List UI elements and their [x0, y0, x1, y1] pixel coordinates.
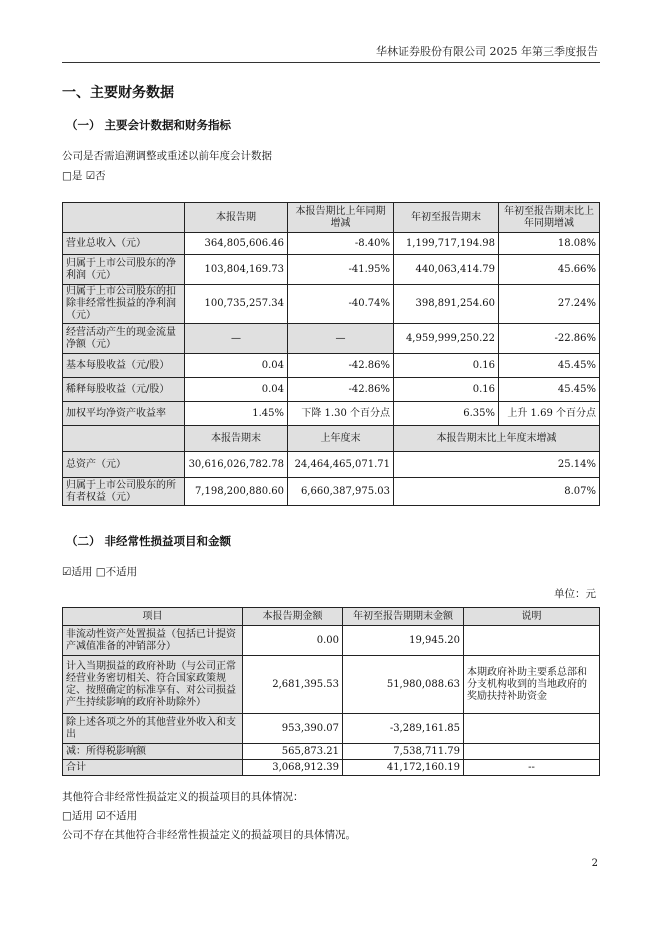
row-label: 归属于上市公司股东的所有者权益（元）	[63, 478, 185, 506]
retroactive-question: 公司是否需追溯调整或重述以前年度会计数据	[62, 150, 272, 162]
table-cell: 103,804,169.73	[185, 255, 288, 285]
table-header-row	[63, 426, 600, 452]
col-header: 年初至报告期期末金额	[343, 608, 464, 626]
table-row	[63, 760, 600, 776]
table-row	[63, 233, 600, 255]
table-row	[63, 744, 600, 760]
table-cell: 下降 1.30 个百分点	[288, 402, 394, 426]
applicable-status: ☑适用 □不适用	[62, 566, 138, 578]
table-row	[63, 402, 600, 426]
page-number: 2	[591, 858, 598, 869]
table-cell: -42.86%	[288, 354, 394, 378]
table-cell	[464, 714, 600, 744]
table-cell: 本期政府补助主要系总部和分支机构收到的当地政府的奖励扶持补助资金	[464, 656, 600, 714]
table-cell: 0.16	[394, 354, 499, 378]
table-cell: -3,289,161.85	[343, 714, 464, 744]
row-label: 经营活动产生的现金流量净额（元）	[63, 324, 185, 354]
table-cell: 0.04	[185, 378, 288, 402]
row-label: 营业总收入（元）	[63, 233, 185, 255]
row-label: 非流动性资产处置损益（包括已计提资产减值准备的冲销部分）	[63, 626, 243, 656]
table-cell: 1.45%	[185, 402, 288, 426]
row-label: 归属于上市公司股东的净利润（元）	[63, 255, 185, 285]
table-row	[63, 626, 600, 656]
col-header: 上年度末	[288, 426, 394, 452]
col-header: 本报告期末	[185, 426, 288, 452]
table-cell: 953,390.07	[243, 714, 343, 744]
table-cell: 7,198,200,880.60	[185, 478, 288, 506]
row-label: 总资产（元）	[63, 452, 185, 478]
table-cell: 364,805,606.46	[185, 233, 288, 255]
table-cell: 440,063,414.79	[394, 255, 499, 285]
table-cell: 24,464,465,071.71	[288, 452, 394, 478]
col-header: 说明	[464, 608, 600, 626]
table-row	[63, 452, 600, 478]
row-label: 稀释每股收益（元/股）	[63, 378, 185, 402]
table-cell: 2,681,395.53	[243, 656, 343, 714]
subsection-title-2: （二） 非经常性损益项目和金额	[66, 534, 232, 548]
col-header: 本报告期金额	[243, 608, 343, 626]
unit-label: 单位：元	[554, 588, 596, 600]
col-header: 年初至报告期末	[394, 203, 499, 233]
col-header: 本报告期比上年同期增减	[288, 203, 394, 233]
table-cell: -22.86%	[499, 324, 600, 354]
table-cell: 4,959,999,250.22	[394, 324, 499, 354]
section-title: 一、主要财务数据	[62, 85, 174, 101]
table-cell: -8.40%	[288, 233, 394, 255]
col-header: 年初至报告期末比上年同期增减	[499, 203, 600, 233]
table-cell: 45.45%	[499, 378, 600, 402]
col-header: 本报告期	[185, 203, 288, 233]
table-cell: 51,980,088.63	[343, 656, 464, 714]
row-label: 减：所得税影响额	[63, 744, 243, 760]
table-cell: 8.07%	[394, 478, 600, 506]
row-label: 归属于上市公司股东的扣除非经常性损益的净利润（元）	[63, 285, 185, 324]
table-row	[63, 478, 600, 506]
table-row	[63, 255, 600, 285]
retroactive-answer: □是 ☑否	[62, 170, 106, 182]
table-cell: —	[185, 324, 288, 354]
financial-data-table	[62, 202, 600, 506]
table-cell: 398,891,254.60	[394, 285, 499, 324]
table-cell: 上升 1.69 个百分点	[499, 402, 600, 426]
table-cell: 45.66%	[499, 255, 600, 285]
row-label: 合计	[63, 760, 243, 776]
other-items-statement: 公司不存在其他符合非经常性损益定义的损益项目的具体情况。	[62, 829, 356, 841]
col-header: 本报告期末比上年度末增减	[394, 426, 600, 452]
table-cell: 18.08%	[499, 233, 600, 255]
table-row	[63, 714, 600, 744]
table-cell: 7,538,711.79	[343, 744, 464, 760]
table-cell: --	[464, 760, 600, 776]
report-header-title: 华林证券股份有限公司 2025 年第三季度报告	[376, 45, 598, 58]
table-cell: -40.74%	[288, 285, 394, 324]
table-cell: 25.14%	[394, 452, 600, 478]
table-cell: 6.35%	[394, 402, 499, 426]
table-cell	[464, 626, 600, 656]
other-items-note: 其他符合非经常性损益定义的损益项目的具体情况：	[62, 791, 304, 803]
row-label: 基本每股收益（元/股）	[63, 354, 185, 378]
subsection-title-1: （一） 主要会计数据和财务指标	[66, 118, 232, 132]
table-cell: -42.86%	[288, 378, 394, 402]
table-cell: -41.95%	[288, 255, 394, 285]
other-items-applicable: □适用 ☑不适用	[62, 810, 138, 822]
table-header-row	[63, 203, 600, 233]
table-row	[63, 378, 600, 402]
row-label: 计入当期损益的政府补助（与公司正常经营业务密切相关、符合国家政策规定、按照确定的标准享有、对公司损益产生持续影响的政府补助除外）	[63, 656, 243, 714]
table-cell: 30,616,026,782.78	[185, 452, 288, 478]
table-cell	[464, 744, 600, 760]
table-cell: 3,068,912.39	[243, 760, 343, 776]
header-divider	[62, 62, 600, 63]
table-row	[63, 324, 600, 354]
non-recurring-table	[62, 607, 600, 776]
table-cell: —	[288, 324, 394, 354]
table-cell: 565,873.21	[243, 744, 343, 760]
table-cell: 1,199,717,194.98	[394, 233, 499, 255]
table-cell: 0.00	[243, 626, 343, 656]
row-label: 除上述各项之外的其他营业外收入和支出	[63, 714, 243, 744]
table-cell: 0.04	[185, 354, 288, 378]
table-cell: 45.45%	[499, 354, 600, 378]
table-row	[63, 354, 600, 378]
table-cell: 27.24%	[499, 285, 600, 324]
table-row	[63, 285, 600, 324]
table-header-row	[63, 608, 600, 626]
col-header: 项目	[63, 608, 243, 626]
table-cell: 6,660,387,975.03	[288, 478, 394, 506]
table-cell: 41,172,160.19	[343, 760, 464, 776]
table-row	[63, 656, 600, 714]
table-cell: 0.16	[394, 378, 499, 402]
table-cell: 19,945.20	[343, 626, 464, 656]
row-label: 加权平均净资产收益率	[63, 402, 185, 426]
table-cell: 100,735,257.34	[185, 285, 288, 324]
